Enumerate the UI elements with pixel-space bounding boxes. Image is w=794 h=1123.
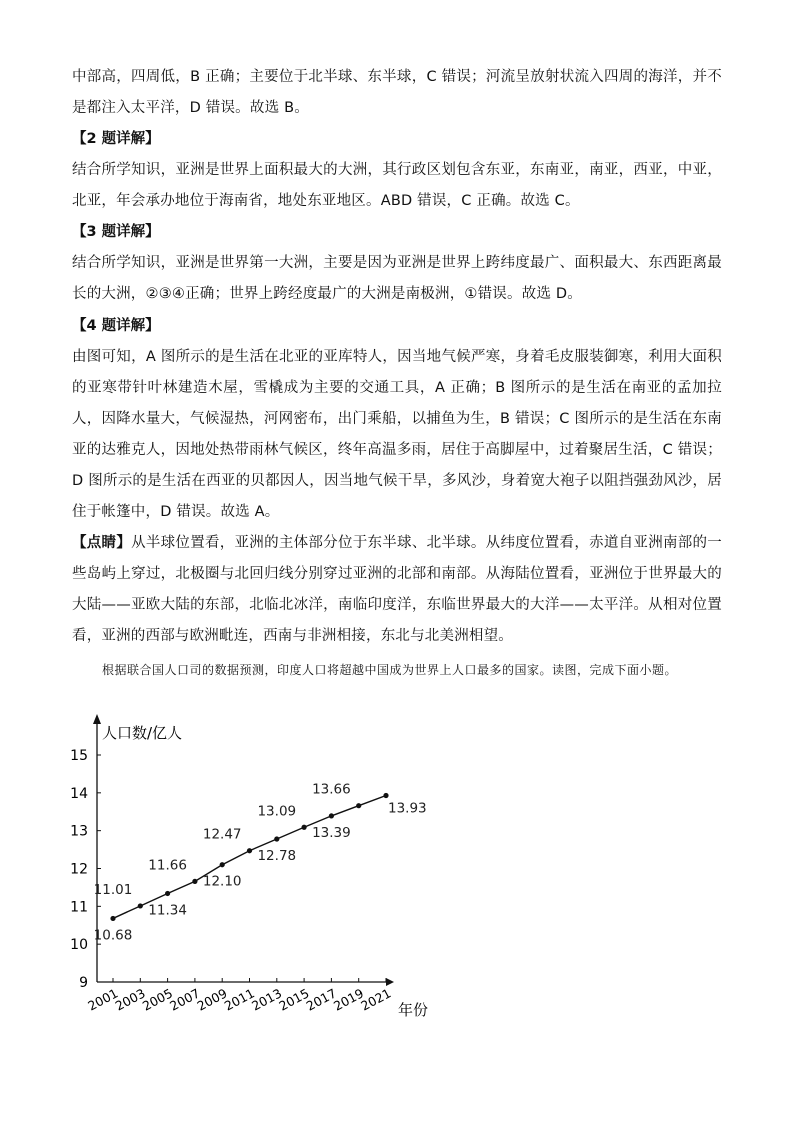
data-label: 12.47 [202,826,242,843]
data-point [274,836,279,841]
x-tick-label: 2021 [358,985,394,1014]
x-tick-label: 2017 [303,985,339,1014]
x-axis-label: 年份 [398,1001,429,1019]
y-axis-label: 人口数/亿人 [102,724,183,742]
data-label: 12.10 [202,873,242,890]
data-point [138,903,143,908]
x-tick-label: 2009 [194,985,230,1014]
data-point [356,803,361,808]
data-labels [94,782,427,944]
data-point [329,813,334,818]
x-tick-label: 2013 [249,985,285,1014]
y-tick-label: 11 [70,899,88,916]
x-tick-label: 2015 [276,985,312,1014]
y-axis-arrow [93,714,101,724]
heading-question-2: 【2 题详解】 [72,131,160,147]
x-axis-ticks [85,978,393,1014]
data-label: 13.39 [312,824,351,841]
paragraph-question-4: 由图可知，A 图所示的是生活在北亚的亚库特人，因当地气候严寒，身着毛皮服装御寒，利用大面积的亚寒带针叶林建造木屋，雪橇成为主要的交通工具，A 正确；B 图所示的是生活在南亚的孟加拉人，因降水量大，气候湿热，河网密布，出门乘船，以捕鱼为生，B 错误；C 图所示的是生活在东南亚的达雅克人，因地处热带雨林气候区，终年高温多雨，居住于高脚屋中，过着聚居生活，C 错误；D 图所示的是生活在西亚的贝都因人，因当地气候干旱，多风沙，身着宽大袍子以阻挡强劲风沙，居住于帐篷中，D 错误。故选 A。 [72,349,722,520]
x-tick-label: 2001 [85,985,121,1014]
data-label: 13.66 [312,781,351,798]
x-tick-label: 2003 [112,985,148,1014]
x-tick-label: 2019 [330,985,367,1014]
data-point [110,916,115,921]
paragraph-tip [72,528,722,652]
y-tick-label: 12 [70,861,88,878]
x-tick-label: 2007 [167,985,203,1014]
data-point [383,793,388,798]
data-label: 13.09 [257,803,297,820]
data-label: 11.01 [93,881,133,898]
data-point [302,825,307,830]
question-intro: 根据联合国人口司的数据预测，印度人口将超越中国成为世界上人口最多的国家。读图，完成下面小题。 [102,663,678,677]
y-tick-label: 13 [70,823,88,840]
y-tick-label: 10 [70,937,88,954]
x-tick-label: 2005 [139,985,176,1014]
x-tick-label: 2011 [221,985,257,1014]
x-axis-arrow [386,978,394,986]
y-tick-label: 14 [70,785,88,802]
data-point [165,891,170,896]
data-point [192,879,197,884]
heading-question-3: 【3 题详解】 [72,224,160,240]
data-label: 12.78 [257,847,297,864]
paragraph-question-3: 结合所学知识，亚洲是世界第一大洲，主要是因为亚洲是世界上跨纬度最广、面积最大、东西距离最长的大洲，②③④正确；世界上跨经度最广的大洲是南极洲，①错误。故选 D。 [72,255,722,302]
population-line-chart [60,712,450,1032]
y-tick-label: 9 [79,975,88,991]
data-label: 11.66 [148,857,187,874]
tip-label: 【点睛】 [72,535,132,551]
data-label: 13.93 [388,800,427,817]
tip-text: 从半球位置看，亚洲的主体部分位于东半球、北半球。从纬度位置看，赤道自亚洲南部的一些岛屿上穿过，北极圈与北回归线分别穿过亚洲的北部和南部。从海陆位置看，亚洲位于世界最大的大陆——亚欧大陆的东部，北临北冰洋，南临印度洋，东临世界最大的大洋——太平洋。从相对位置看，亚洲的西部与欧洲毗连，西南与非洲相接，东北与北美洲相望。 [72,535,722,644]
paragraph-1-answer: 中部高，四周低，B 正确；主要位于北半球、东半球，C 错误；河流呈放射状流入四周的海洋，并不是都注入太平洋，D 错误。故选 B。 [72,69,722,116]
data-label: 10.68 [93,927,133,944]
paragraph-question-2: 结合所学知识，亚洲是世界上面积最大的大洲，其行政区划包含东亚，东南亚，南亚，西亚，中亚，北亚，年会承办地位于海南省，地处东亚地区。ABD 错误，C 正确。故选 C。 [72,162,722,209]
y-tick-label: 15 [70,748,88,764]
heading-question-4: 【4 题详解】 [72,318,160,334]
data-point [220,862,225,867]
data-point [247,848,252,853]
data-label: 11.34 [148,902,187,919]
chart-axes [93,714,394,986]
